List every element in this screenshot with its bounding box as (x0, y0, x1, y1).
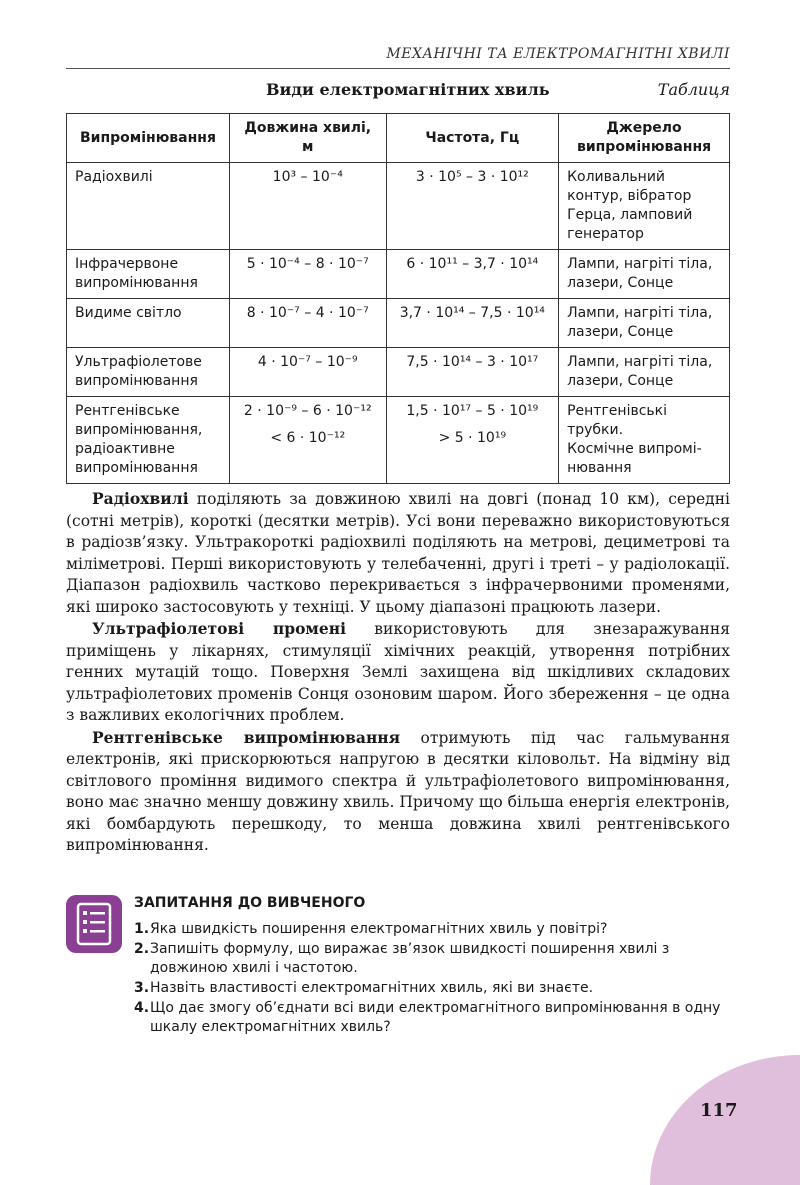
source-line-2: Космічне випромінювання (567, 441, 702, 476)
list-item: 2. Запишіть формулу, що виражає зв’язок швидкості поширення хвилі з довжиною хвилі і частотою. (134, 941, 670, 976)
frequency-limit: > 5 · 10¹⁹ (438, 430, 507, 446)
wavelength-limit: < 6 · 10⁻¹² (270, 430, 346, 446)
cell-source: Лампи, нагріті тіла, лазери, Сонце (559, 250, 730, 299)
list-item: 4. Що дає змогу об’єднати всі види електромагнітного випромінювання в одну шкалу електромагнітних хвиль? (134, 1000, 721, 1035)
table-row (67, 299, 730, 348)
questions-list (134, 920, 734, 1038)
paragraph-xray: Рентгенівське випромінювання отримують під час гальмування електронів, які прискорюються напругою в десятки кіловольт. На відміну від світлового проміння видимого спектра й ультрафіолетового випромінювання, воно має значно меншу довжину хвиль. Причому що більша енергія електронів, які бомбардують перешкоду, то менша довжина хвилі рентгенівського випромінювання. (66, 727, 730, 854)
table-row (67, 397, 730, 484)
paragraph-radio: Радіохвилі поділяють за довжиною хвилі на довгі (понад 10 км), середні (сотні метрів), короткі (десятки метрів). Усі вони переважно використовуються в радіозв’язку. Ультракороткі радіохвилі поділяють на метрові, дециметрові та міліметрові. Перші використовують у телебаченні, другі і треті – у радіолокації. Діапазон радіохвиль частково перекривається з інфрачервоними променями, які широко застосовують у техніці. У цьому діапазоні працюють лазери. (66, 489, 730, 616)
cell-wavelength: 5 · 10⁻⁴ – 8 · 10⁻⁷ (229, 250, 386, 299)
list-item: 3. Назвіть властивості електромагнітних хвиль, які ви знаєте. (134, 980, 594, 996)
cell-source: Лампи, нагріті тіла, лазери, Сонце (559, 348, 730, 397)
table-row (67, 348, 730, 397)
cell-type: Радіохвилі (67, 163, 230, 250)
header-wavelength: Довжина хвилі, м (229, 114, 386, 163)
table-header-row (67, 114, 730, 163)
cell-wavelength: 10³ – 10⁻⁴ (229, 163, 386, 250)
header-source: Джерело випромінювання (559, 114, 730, 163)
cell-source: Коливальний контур, вібратор Герца, ламповий генератор (559, 163, 730, 250)
header-radiation: Випромінювання (67, 114, 230, 163)
cell-source (559, 397, 730, 484)
questions-title: ЗАПИТАННЯ ДО ВИВЧЕНОГО (134, 895, 366, 911)
cell-type: Рентгенівське випромінювання, радіоактивне випромінювання (67, 397, 230, 484)
running-header: МЕХАНІЧНІ ТА ЕЛЕКТРОМАГНІТНІ ХВИЛІ (386, 46, 730, 62)
term-radio: Радіохвилі (92, 489, 189, 508)
term-uv: Ультрафіолетові промені (92, 619, 346, 638)
table-row (67, 250, 730, 299)
checklist-icon (66, 895, 122, 953)
cell-frequency: 3,7 · 10¹⁴ – 7,5 · 10¹⁴ (386, 299, 559, 348)
paragraph-uv: Ультрафіолетові промені використовують для знезаражування приміщень у лікарнях, стимуляції хімічних реакцій, утворення потрібних генних мутацій тощо. Поверхня Землі захищена від шкідливих складових ультрафіолетових променів Сонця озоновим шаром. Його збереження – це одна з важливих екологічних проблем. (66, 619, 730, 724)
waves-table (66, 113, 730, 484)
wavelength-range: 2 · 10⁻⁹ – 6 · 10⁻¹² (243, 403, 372, 419)
source-line-1: Рентгенівські трубки. (567, 403, 667, 438)
list-item: 1. Яка швидкість поширення електромагнітних хвиль у повітрі? (134, 921, 608, 937)
header-rule (66, 68, 730, 69)
cell-type: Інфрачервоне випромінювання (67, 250, 230, 299)
table-caption (66, 80, 730, 102)
cell-wavelength (229, 397, 386, 484)
cell-wavelength: 8 · 10⁻⁷ – 4 · 10⁻⁷ (229, 299, 386, 348)
cell-frequency: 3 · 10⁵ – 3 · 10¹² (386, 163, 559, 250)
table-title: Види електромагнітних хвиль (266, 80, 550, 99)
frequency-range: 1,5 · 10¹⁷ – 5 · 10¹⁹ (406, 403, 539, 419)
page-number: 117 (700, 1100, 738, 1121)
cell-type: Видиме світло (67, 299, 230, 348)
header-frequency: Частота, Гц (386, 114, 559, 163)
table-tag: Таблиця (657, 80, 730, 99)
cell-frequency: 7,5 · 10¹⁴ – 3 · 10¹⁷ (386, 348, 559, 397)
cell-frequency (386, 397, 559, 484)
term-xray: Рентгенівське випромінювання (92, 727, 401, 747)
cell-type: Ультрафіолетове випромінювання (67, 348, 230, 397)
body-text (66, 488, 730, 857)
cell-frequency: 6 · 10¹¹ – 3,7 · 10¹⁴ (386, 250, 559, 299)
cell-source: Лампи, нагріті тіла, лазери, Сонце (559, 299, 730, 348)
cell-wavelength: 4 · 10⁻⁷ – 10⁻⁹ (229, 348, 386, 397)
table-row (67, 163, 730, 250)
